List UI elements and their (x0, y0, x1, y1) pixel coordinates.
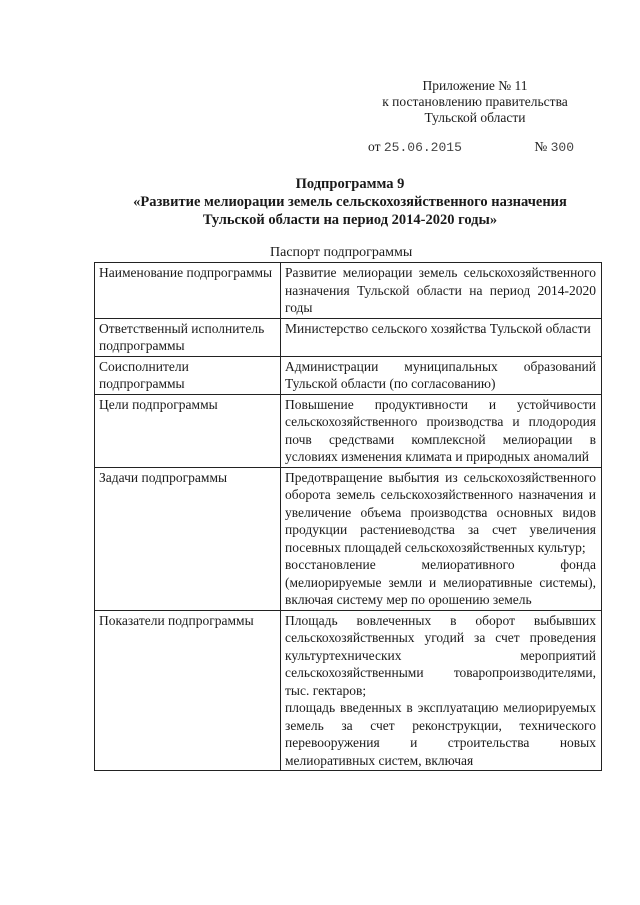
row-value (281, 263, 602, 319)
row-value-paragraph: Администрации муниципальных образований Тульской области (по согласованию) (285, 358, 596, 391)
date-value: 25.06.2015 (383, 140, 462, 155)
document-title (90, 175, 610, 229)
row-value-paragraph: Развитие мелиорации земель сельскохозяйственного назначения Тульской области на период 2014-2020 годы (285, 265, 596, 315)
number-value: 300 (550, 140, 574, 155)
decree-date (368, 139, 462, 155)
title-line: Подпрограмма 9 (295, 176, 405, 192)
row-label: Цели подпрограммы (95, 394, 281, 467)
row-label: Показатели подпрограммы (95, 610, 281, 771)
appendix-line: Тульской области (424, 110, 526, 125)
row-label: Ответственный исполнитель подпрограммы (95, 318, 281, 356)
date-prefix: от (368, 139, 381, 154)
table-row (95, 318, 602, 356)
row-label: Соисполнители подпрограммы (95, 356, 281, 394)
decree-date-number (368, 139, 574, 155)
table-row (95, 467, 602, 610)
row-label: Задачи подпрограммы (95, 467, 281, 610)
passport-table (94, 262, 602, 771)
title-line: Тульской области на период 2014-2020 годы» (202, 212, 498, 228)
table-row (95, 610, 602, 771)
appendix-line: к постановлению правительства (382, 94, 568, 109)
row-value-paragraph: Повышение продуктивности и устойчивости сельскохозяйственного производства и плодородия почв средствами комплексной мелиорации в условиях изменения климата и природных аномалий (285, 396, 596, 464)
row-value (281, 394, 602, 467)
number-prefix: № (534, 139, 548, 154)
row-value-paragraph: площадь введенных в эксплуатацию мелиорируемых земель за счет реконструкции, технического перевооружения и строительства новых мелиоративных систем, включая (285, 700, 596, 768)
row-value-paragraph: Министерство сельского хозяйства Тульской области (285, 320, 591, 336)
appendix-block (360, 78, 590, 126)
row-value-paragraph: Площадь вовлеченных в оборот выбывших сельскохозяйственных угодий за счет проведения культуртехнических мероприятий сельскохозяйственными товаропроизводителями, тыс. гектаров; (285, 612, 596, 698)
table-row (95, 394, 602, 467)
row-value (281, 318, 602, 356)
appendix-line: Приложение № 11 (422, 78, 528, 93)
row-value-paragraph: восстановление мелиоративного фонда (мелиорируемые земли и мелиоративные системы), включая систему мер по орошению земель (285, 557, 596, 607)
row-value (281, 356, 602, 394)
row-value (281, 467, 602, 610)
row-value-paragraph: Предотвращение выбытия из сельскохозяйственного оборота земель сельскохозяйственного назначения и увеличение объема производства основных видов продукции растениеводства за счет увеличения посевных площадей сельскохозяйственных культур; (285, 469, 596, 555)
row-value (281, 610, 602, 771)
table-row (95, 356, 602, 394)
passport-caption: Паспорт подпрограммы (270, 245, 413, 260)
row-label: Наименование подпрограммы (95, 263, 281, 319)
decree-number (534, 139, 574, 155)
passport-table-body (95, 263, 602, 771)
table-row (95, 263, 602, 319)
title-line: «Развитие мелиорации земель сельскохозяйственного назначения (133, 194, 567, 210)
